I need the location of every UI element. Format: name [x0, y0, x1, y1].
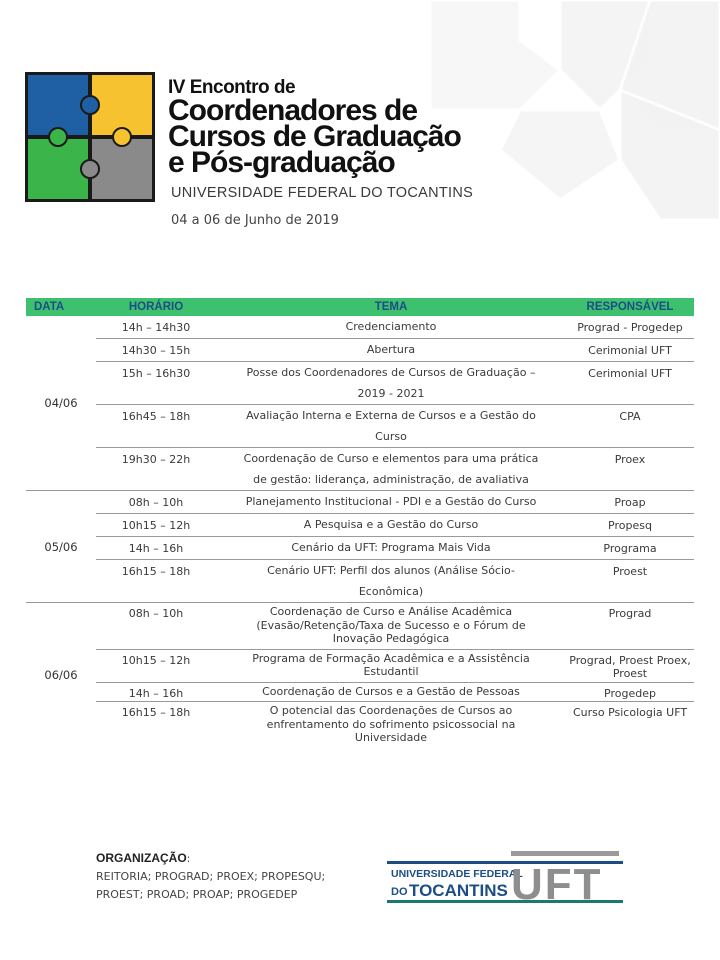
university-name: UNIVERSIDADE FEDERAL DO TOCANTINS — [171, 185, 474, 201]
row-topic: Coordenação de Cursos e a Gestão de Pessoas — [262, 684, 520, 698]
row-responsible: Prograd — [608, 607, 652, 620]
day-group-0606 — [26, 603, 694, 748]
row-time: 10h15 – 12h — [121, 519, 191, 532]
row-time: 14h – 16h — [128, 686, 184, 700]
table-row — [96, 362, 694, 405]
day-group-0506 — [26, 491, 694, 603]
title-line-4: e Pós-graduação — [168, 146, 395, 179]
table-row — [96, 702, 694, 748]
row-responsible: Progedep — [604, 686, 656, 700]
row-time: 14h – 16h — [128, 542, 184, 555]
row-responsible: Programa — [603, 542, 657, 555]
header-tema: TEMA — [374, 301, 408, 313]
table-row — [96, 491, 694, 514]
day-date: 05/06 — [44, 539, 78, 554]
row-topic: Cenário da UFT: Programa Mais Vida — [291, 541, 491, 554]
puzzle-green-piece — [28, 139, 88, 199]
row-topic: Programa de Formação Acadêmica e a Assistência Estudantil — [252, 651, 530, 678]
table-row — [96, 405, 694, 448]
row-responsible: Curso Psicologia UFT — [572, 706, 688, 719]
row-topic: Abertura — [366, 343, 416, 356]
title-line-2: Coordenadores de — [168, 94, 418, 127]
row-responsible: Propesq — [608, 519, 652, 532]
uft-logo-do: DO — [391, 886, 408, 898]
header-horario: HORÁRIO — [128, 301, 184, 313]
uft-logo-mark: UFT — [511, 860, 603, 907]
row-time: 14h30 – 15h — [121, 344, 191, 357]
header-responsavel: RESPONSÁVEL — [586, 301, 674, 313]
row-topic: Avaliação Interna e Externa de Cursos e a Gestão do Curso — [246, 409, 536, 443]
row-time: 15h – 16h30 — [121, 367, 191, 380]
row-topic: Planejamento Institucional - PDI e a Gestão do Curso — [245, 495, 537, 508]
header-data: DATA — [34, 301, 65, 313]
row-topic: A Pesquisa e a Gestão do Curso — [303, 518, 479, 531]
row-topic: Coordenação de Curso e Análise Acadêmica (Evasão/Retenção/Taxa de Sucesso e o Fórum de Inovação Pedagógica — [256, 605, 526, 645]
table-row — [96, 316, 694, 339]
row-responsible: Proex — [614, 453, 646, 466]
row-time: 08h – 10h — [128, 607, 184, 620]
puzzle-logo — [25, 72, 155, 202]
uft-logo — [387, 849, 623, 907]
row-responsible: Cerimonial UFT — [588, 367, 672, 380]
event-title — [168, 77, 461, 179]
puzzle-yellow-piece — [92, 75, 152, 135]
organization-line-1: REITORIA; PROGRAD; PROEX; PROPESQU; — [96, 870, 326, 883]
row-time: 16h15 – 18h — [121, 565, 191, 578]
table-row — [96, 603, 694, 650]
table-row — [96, 448, 694, 490]
uft-logo-top: UNIVERSIDADE FEDERAL — [391, 868, 523, 880]
row-topic: Coordenação de Curso e elementos para uma prática de gestão: liderança, administração, de avaliativa — [243, 452, 539, 486]
row-responsible: Proest — [612, 565, 648, 578]
table-row — [96, 650, 694, 683]
row-time: 16h15 – 18h — [121, 706, 191, 719]
table-row — [96, 560, 694, 602]
row-time: 08h – 10h — [128, 496, 184, 509]
row-topic: Credenciamento — [345, 320, 437, 333]
row-time: 19h30 – 22h — [121, 453, 191, 466]
day-date: 04/06 — [44, 396, 78, 410]
puzzle-blue-piece — [28, 75, 88, 135]
day-date: 06/06 — [44, 668, 78, 683]
day-group-0406 — [26, 316, 694, 491]
row-responsible: Prograd, Proest Proex, Proest — [569, 653, 691, 680]
row-topic: Posse dos Coordenadores de Cursos de Graduação – 2019 - 2021 — [246, 366, 536, 400]
row-responsible: CPA — [619, 410, 641, 423]
row-responsible: Prograd - Progedep — [577, 321, 683, 334]
title-line-1: IV Encontro de — [168, 77, 296, 98]
table-row — [96, 683, 694, 703]
puzzle-gray-piece — [92, 139, 152, 199]
row-time: 14h – 14h30 — [121, 321, 191, 334]
row-responsible: Proap — [614, 496, 646, 509]
row-topic: O potencial das Coordenações de Cursos ao enfrentamento do sofrimento psicossocial na Universidade — [266, 704, 516, 744]
row-time: 10h15 – 12h — [121, 653, 191, 667]
row-topic: Cenário UFT: Perfil dos alunos (Análise Sócio-Econômica) — [267, 564, 515, 598]
table-row — [96, 339, 694, 362]
title-line-3: Cursos de Graduação — [168, 120, 461, 153]
organization-label: ORGANIZAÇÃO — [96, 851, 187, 865]
organization-line-2: PROEST; PROAD; PROAP; PROGEDEP — [96, 888, 298, 901]
organization-block: ORGANIZAÇÃO: REITORIA; PROGRAD; PROEX; PROPESQU; PROEST; PROAD; PROAP; PROGEDEP — [96, 849, 325, 904]
table-row — [96, 537, 694, 560]
uft-logo-name: TOCANTINS — [409, 881, 508, 900]
schedule-table — [26, 298, 694, 748]
row-time: 16h45 – 18h — [121, 410, 191, 423]
event-dates: 04 a 06 de Junho de 2019 — [171, 213, 339, 228]
row-responsible: Cerimonial UFT — [588, 344, 672, 357]
schedule-header — [26, 298, 694, 316]
table-row — [96, 514, 694, 537]
